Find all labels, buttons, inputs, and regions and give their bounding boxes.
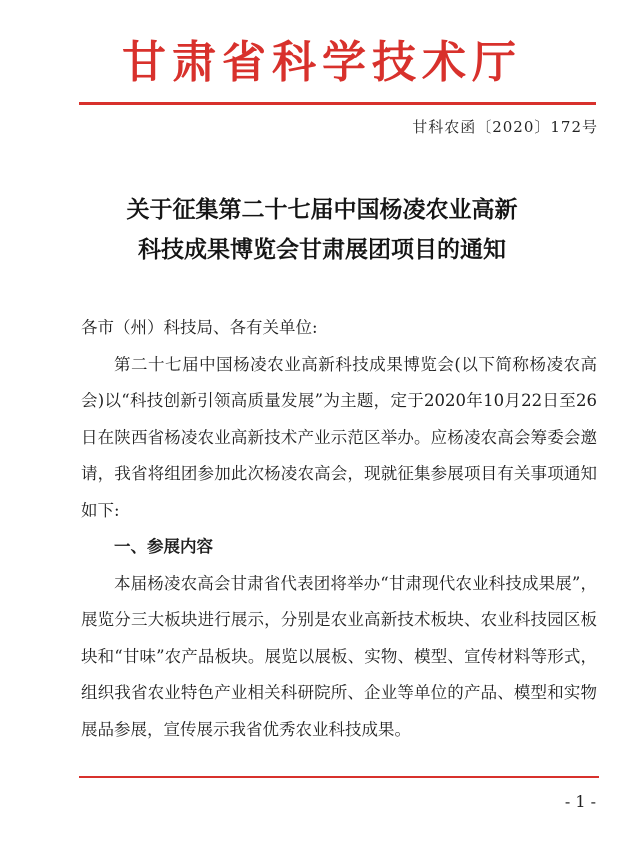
notice-title	[0, 190, 644, 270]
issuing-authority-title: 甘肃省科学技术厅	[122, 37, 522, 88]
page-number: - 1 -	[564, 792, 596, 811]
notice-title-line-2: 科技成果博览会甘肃展团项目的通知	[138, 236, 506, 263]
document-body	[81, 310, 597, 748]
notice-title-line-1: 关于征集第二十七届中国杨凌农业高新	[126, 196, 518, 223]
body-paragraph-2: 本届杨凌农高会甘肃省代表团将举办“甘肃现代农业科技成果展”，展览分三大板块进行展示，分别是农业高新技术板块、农业科技园区板块和“甘味”农产品板块。展览以展板、实物、模型、宣传材料等形式，组织我省农业特色产业相关科研院所、企业等单位的产品、模型和实物展品参展，宣传展示我省优秀农业科技成果。	[81, 573, 597, 739]
body-paragraph-1: 第二十七届中国杨凌农业高新科技成果博览会(以下简称杨凌农高会)以“科技创新引领高质量发展”为主题，定于2020年10月22日至26日在陕西省杨凌农业高新技术产业示范区举办。应杨凌农高会筹委会邀请，我省将组团参加此次杨凌农高会，现就征集参展项目有关事项通知如下:	[81, 354, 597, 520]
salutation: 各市（州）科技局、各有关单位:	[81, 318, 318, 337]
section-heading-1: 一、参展内容	[114, 537, 213, 556]
footer-red-rule	[79, 776, 599, 778]
header-red-rule	[79, 102, 596, 105]
document-number: 甘科农函〔2020〕172号	[412, 118, 598, 136]
